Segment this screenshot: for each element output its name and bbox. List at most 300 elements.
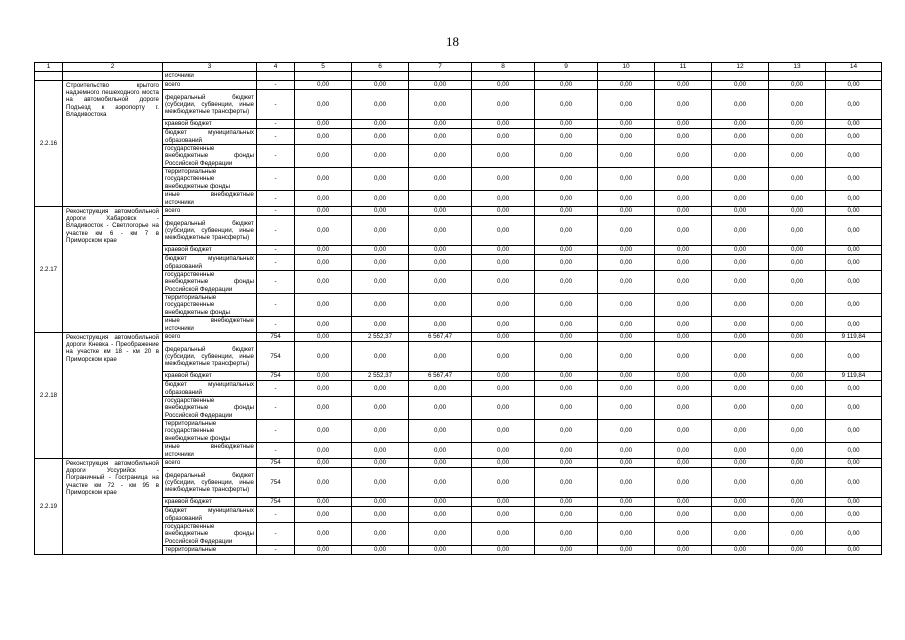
value-cell: 0,00 [535,120,598,129]
value-cell: 0,00 [655,443,712,459]
value-cell: 0,00 [769,246,826,255]
column-number: 7 [409,63,472,72]
value-cell: 0,00 [712,90,769,120]
value-cell: 0,00 [598,168,655,191]
table-row [35,468,882,498]
value-cell: 0,00 [472,546,535,555]
value-cell: 6 567,47 [409,333,472,342]
value-cell: 0,00 [655,468,712,498]
value-cell: 0,00 [409,546,472,555]
object-name: Реконструкция автомобильной дороги Уссурийск - Пограничный - Госграница на участке км 72 - км 95 в Приморском крае [63,459,163,555]
value-cell: 0,00 [409,468,472,498]
value-cell: 0,00 [535,255,598,271]
value-cell: 0,00 [826,381,882,397]
value-cell: 0,00 [655,207,712,216]
value-cell: 0,00 [409,523,472,546]
value-cell: 0,00 [472,459,535,468]
value-cell: 0,00 [295,255,352,271]
value-cell: - [257,381,295,397]
table-row [35,420,882,443]
value-cell: 0,00 [769,90,826,120]
value-cell: 0,00 [826,468,882,498]
value-cell: - [257,317,295,333]
empty-cell [352,72,409,81]
value-cell: - [257,90,295,120]
value-cell: 0,00 [598,397,655,420]
value-cell: 0,00 [352,342,409,372]
empty-cell [535,72,598,81]
value-cell: 0,00 [352,129,409,145]
value-cell: 0,00 [352,90,409,120]
value-cell: 0,00 [352,191,409,207]
value-cell: 0,00 [295,145,352,168]
value-cell: 0,00 [472,120,535,129]
value-cell: 754 [257,333,295,342]
value-cell: 0,00 [472,246,535,255]
value-cell: - [257,120,295,129]
value-cell: 0,00 [769,443,826,459]
value-cell: 0,00 [295,191,352,207]
source-cell: источники [163,72,257,81]
value-cell: 0,00 [826,420,882,443]
column-number: 12 [712,63,769,72]
value-cell: 0,00 [295,271,352,294]
value-cell: 0,00 [769,342,826,372]
value-cell: 0,00 [769,168,826,191]
value-cell: 0,00 [472,381,535,397]
value-cell: 754 [257,498,295,507]
value-cell: 0,00 [826,459,882,468]
value-cell: 0,00 [409,443,472,459]
value-cell: 0,00 [409,81,472,90]
table-body [35,63,882,555]
value-cell: 0,00 [598,381,655,397]
column-number: 10 [598,63,655,72]
item-code: 2.2.16 [35,81,63,207]
empty-cell [409,72,472,81]
budget-table [34,62,882,555]
value-cell: 0,00 [472,255,535,271]
value-cell: 0,00 [712,207,769,216]
value-cell: 0,00 [295,523,352,546]
funding-source: всего [163,207,257,216]
value-cell: 0,00 [769,207,826,216]
value-cell: 0,00 [598,443,655,459]
value-cell: 0,00 [712,271,769,294]
value-cell: 0,00 [826,317,882,333]
value-cell: 0,00 [535,420,598,443]
value-cell: 754 [257,468,295,498]
value-cell: 0,00 [472,317,535,333]
value-cell: 0,00 [352,507,409,523]
value-cell: - [257,397,295,420]
value-cell: 2 552,37 [352,372,409,381]
value-cell: 0,00 [472,271,535,294]
value-cell: 0,00 [712,120,769,129]
value-cell: 0,00 [598,129,655,145]
object-name: Строительство крытого надземного пешеходного моста на автомобильной дороге Подъезд к аэропорту г. Владивостока [63,81,163,207]
value-cell: 0,00 [826,81,882,90]
value-cell: 0,00 [826,271,882,294]
value-cell: 0,00 [655,546,712,555]
value-cell: 0,00 [826,216,882,246]
column-number: 11 [655,63,712,72]
value-cell: 0,00 [826,246,882,255]
funding-source: краевой бюджет [163,246,257,255]
column-number: 14 [826,63,882,72]
value-cell: 0,00 [535,443,598,459]
column-number: 3 [163,63,257,72]
value-cell: 0,00 [655,255,712,271]
table-row [35,507,882,523]
value-cell: 0,00 [769,255,826,271]
value-cell: 0,00 [352,246,409,255]
value-cell: 0,00 [712,81,769,90]
value-cell: 754 [257,342,295,372]
value-cell: 0,00 [598,81,655,90]
funding-source: краевой бюджет [163,498,257,507]
value-cell: 0,00 [295,207,352,216]
value-cell: 0,00 [352,317,409,333]
value-cell: 0,00 [769,381,826,397]
value-cell: - [257,216,295,246]
value-cell: 0,00 [409,397,472,420]
value-cell: 0,00 [769,507,826,523]
column-number-row [35,63,882,72]
value-cell: 9 119,84 [826,333,882,342]
value-cell: 0,00 [295,420,352,443]
funding-source: бюджет муниципальных образований [163,507,257,523]
page-number: 18 [446,34,459,49]
value-cell: 0,00 [655,498,712,507]
value-cell: 0,00 [472,81,535,90]
value-cell: 0,00 [535,507,598,523]
value-cell: - [257,420,295,443]
value-cell: 0,00 [409,207,472,216]
value-cell: 0,00 [655,317,712,333]
value-cell: - [257,294,295,317]
value-cell: 0,00 [352,459,409,468]
value-cell: 0,00 [409,271,472,294]
funding-source: всего [163,81,257,90]
column-number: 9 [535,63,598,72]
value-cell: 0,00 [826,145,882,168]
value-cell: 0,00 [655,381,712,397]
value-cell: 0,00 [535,397,598,420]
funding-source: территориальные государственные внебюджетные фонды [163,168,257,191]
value-cell: 0,00 [535,498,598,507]
value-cell: 0,00 [352,294,409,317]
value-cell: 0,00 [535,207,598,216]
funding-source: бюджет муниципальных образований [163,255,257,271]
value-cell: 0,00 [826,168,882,191]
value-cell: 0,00 [472,145,535,168]
value-cell: 0,00 [826,342,882,372]
table-row [35,207,882,216]
empty-cell [712,72,769,81]
table-row [35,459,882,468]
empty-cell [257,72,295,81]
value-cell: 0,00 [295,168,352,191]
value-cell: 0,00 [769,459,826,468]
value-cell: 0,00 [295,129,352,145]
value-cell: 0,00 [655,120,712,129]
value-cell: 0,00 [295,397,352,420]
value-cell: 0,00 [409,129,472,145]
funding-source: всего [163,459,257,468]
value-cell: - [257,443,295,459]
value-cell: 0,00 [712,342,769,372]
value-cell: 0,00 [712,255,769,271]
value-cell: 6 567,47 [409,372,472,381]
value-cell: 0,00 [598,459,655,468]
value-cell: 0,00 [352,145,409,168]
value-cell: 0,00 [655,216,712,246]
value-cell: 0,00 [769,294,826,317]
value-cell: 0,00 [409,216,472,246]
value-cell: 0,00 [655,459,712,468]
value-cell: 0,00 [472,498,535,507]
table-row [35,333,882,342]
value-cell: 0,00 [352,498,409,507]
value-cell: 0,00 [352,207,409,216]
value-cell: 0,00 [712,523,769,546]
funding-source: всего [163,333,257,342]
value-cell: 0,00 [655,145,712,168]
item-code: 2.2.19 [35,459,63,555]
value-cell: 0,00 [598,498,655,507]
table-row [35,191,882,207]
value-cell: 0,00 [712,317,769,333]
value-cell: 0,00 [409,498,472,507]
table-row [35,342,882,372]
value-cell: 0,00 [598,507,655,523]
value-cell: 0,00 [409,381,472,397]
funding-source: иные внебюджетные источники [163,443,257,459]
value-cell: 0,00 [472,468,535,498]
value-cell: 0,00 [352,120,409,129]
value-cell: 0,00 [409,342,472,372]
value-cell: 0,00 [295,443,352,459]
value-cell: 0,00 [535,294,598,317]
value-cell: 0,00 [295,459,352,468]
value-cell: 0,00 [295,317,352,333]
table-row [35,72,882,81]
value-cell: 0,00 [472,372,535,381]
value-cell: 0,00 [598,523,655,546]
value-cell: 0,00 [352,168,409,191]
value-cell: 0,00 [295,294,352,317]
value-cell: - [257,255,295,271]
value-cell: 0,00 [295,546,352,555]
value-cell: 0,00 [472,294,535,317]
value-cell: - [257,191,295,207]
value-cell: 0,00 [826,294,882,317]
value-cell: 0,00 [826,397,882,420]
value-cell: 0,00 [598,120,655,129]
value-cell: 0,00 [409,420,472,443]
value-cell: 0,00 [655,333,712,342]
value-cell: 0,00 [409,191,472,207]
value-cell: 0,00 [295,333,352,342]
value-cell: 0,00 [826,191,882,207]
funding-source: федеральный бюджет (субсидии, субвенции, иные межбюджетные трансферты) [163,468,257,498]
funding-source: федеральный бюджет (субсидии, субвенции, иные межбюджетные трансферты) [163,216,257,246]
value-cell: 0,00 [598,420,655,443]
value-cell: - [257,207,295,216]
item-code: 2.2.17 [35,207,63,333]
table-row [35,397,882,420]
value-cell: - [257,168,295,191]
value-cell: 0,00 [472,216,535,246]
value-cell: 0,00 [712,129,769,145]
empty-cell [63,72,163,81]
value-cell: 0,00 [826,523,882,546]
funding-source: территориальные государственные внебюджетные фонды [163,294,257,317]
value-cell: 0,00 [712,468,769,498]
table-row [35,168,882,191]
value-cell: - [257,145,295,168]
value-cell: - [257,523,295,546]
value-cell: 0,00 [352,443,409,459]
value-cell: 0,00 [472,507,535,523]
value-cell: 0,00 [295,381,352,397]
value-cell: 0,00 [598,294,655,317]
value-cell: 0,00 [655,271,712,294]
value-cell: 0,00 [535,145,598,168]
value-cell: 0,00 [472,397,535,420]
value-cell: 0,00 [712,459,769,468]
value-cell: 0,00 [409,246,472,255]
value-cell: 0,00 [712,294,769,317]
value-cell: 0,00 [655,81,712,90]
value-cell: 0,00 [295,498,352,507]
value-cell: 0,00 [535,129,598,145]
column-number: 1 [35,63,63,72]
table-row [35,120,882,129]
value-cell: 0,00 [295,216,352,246]
value-cell: 0,00 [769,397,826,420]
value-cell: 0,00 [769,372,826,381]
value-cell: 0,00 [295,468,352,498]
value-cell: 0,00 [535,317,598,333]
funding-source: территориальные [163,546,257,555]
value-cell: 0,00 [472,443,535,459]
value-cell: 0,00 [535,246,598,255]
funding-source: государственные внебюджетные фонды Российской Федерации [163,397,257,420]
column-number: 4 [257,63,295,72]
funding-source: государственные внебюджетные фонды Российской Федерации [163,523,257,546]
value-cell: 0,00 [598,216,655,246]
empty-cell [826,72,882,81]
value-cell: 0,00 [409,120,472,129]
value-cell: 0,00 [352,271,409,294]
value-cell: 0,00 [535,468,598,498]
value-cell: 0,00 [472,523,535,546]
value-cell: 0,00 [769,468,826,498]
value-cell: 0,00 [826,207,882,216]
value-cell: 0,00 [352,468,409,498]
table-row [35,443,882,459]
value-cell: 0,00 [535,372,598,381]
value-cell: 0,00 [472,129,535,145]
table-row [35,145,882,168]
value-cell: 0,00 [472,168,535,191]
value-cell: 0,00 [535,546,598,555]
value-cell: 0,00 [826,498,882,507]
value-cell: 0,00 [598,191,655,207]
value-cell: 0,00 [712,546,769,555]
value-cell: 0,00 [472,191,535,207]
value-cell: 0,00 [655,372,712,381]
empty-cell [598,72,655,81]
value-cell: 0,00 [826,129,882,145]
value-cell: 0,00 [712,333,769,342]
value-cell: 0,00 [535,342,598,372]
value-cell: - [257,271,295,294]
value-cell: 0,00 [352,381,409,397]
value-cell: 0,00 [769,120,826,129]
value-cell: 0,00 [472,342,535,372]
value-cell: 0,00 [295,81,352,90]
value-cell: 0,00 [769,191,826,207]
value-cell: 0,00 [655,397,712,420]
value-cell: - [257,507,295,523]
value-cell: 0,00 [712,498,769,507]
object-name: Реконструкция автомобильной дороги Кневка - Преображение на участке км 18 - км 20 в Приморском крае [63,333,163,459]
value-cell: 0,00 [826,546,882,555]
value-cell: 0,00 [535,216,598,246]
value-cell: 0,00 [655,129,712,145]
value-cell: 0,00 [826,255,882,271]
funding-source: государственные внебюджетные фонды Российской Федерации [163,271,257,294]
value-cell: 0,00 [535,81,598,90]
value-cell: 0,00 [712,145,769,168]
value-cell: 0,00 [655,294,712,317]
value-cell: - [257,246,295,255]
table-row [35,294,882,317]
value-cell: 0,00 [655,523,712,546]
value-cell: 0,00 [712,191,769,207]
funding-source: иные внебюджетные источники [163,191,257,207]
value-cell: 0,00 [826,443,882,459]
value-cell: 0,00 [409,145,472,168]
value-cell: 0,00 [769,81,826,90]
object-name: Реконструкция автомобильной дороги Хабаровск - Владивосток - Светлогорье на участке км 6 - км 7 в Приморском крае [63,207,163,333]
table-row [35,546,882,555]
value-cell: 0,00 [655,191,712,207]
value-cell: 0,00 [655,420,712,443]
column-number: 6 [352,63,409,72]
value-cell: 0,00 [769,129,826,145]
column-number: 5 [295,63,352,72]
value-cell: 754 [257,459,295,468]
table-row [35,129,882,145]
value-cell: 0,00 [535,168,598,191]
value-cell: 0,00 [409,168,472,191]
value-cell: 0,00 [712,397,769,420]
table-row [35,90,882,120]
empty-cell [35,72,63,81]
value-cell: 0,00 [598,207,655,216]
value-cell: 0,00 [598,145,655,168]
empty-cell [769,72,826,81]
value-cell: 0,00 [655,246,712,255]
empty-cell [295,72,352,81]
value-cell: 0,00 [409,507,472,523]
table-row [35,317,882,333]
value-cell: 0,00 [535,90,598,120]
